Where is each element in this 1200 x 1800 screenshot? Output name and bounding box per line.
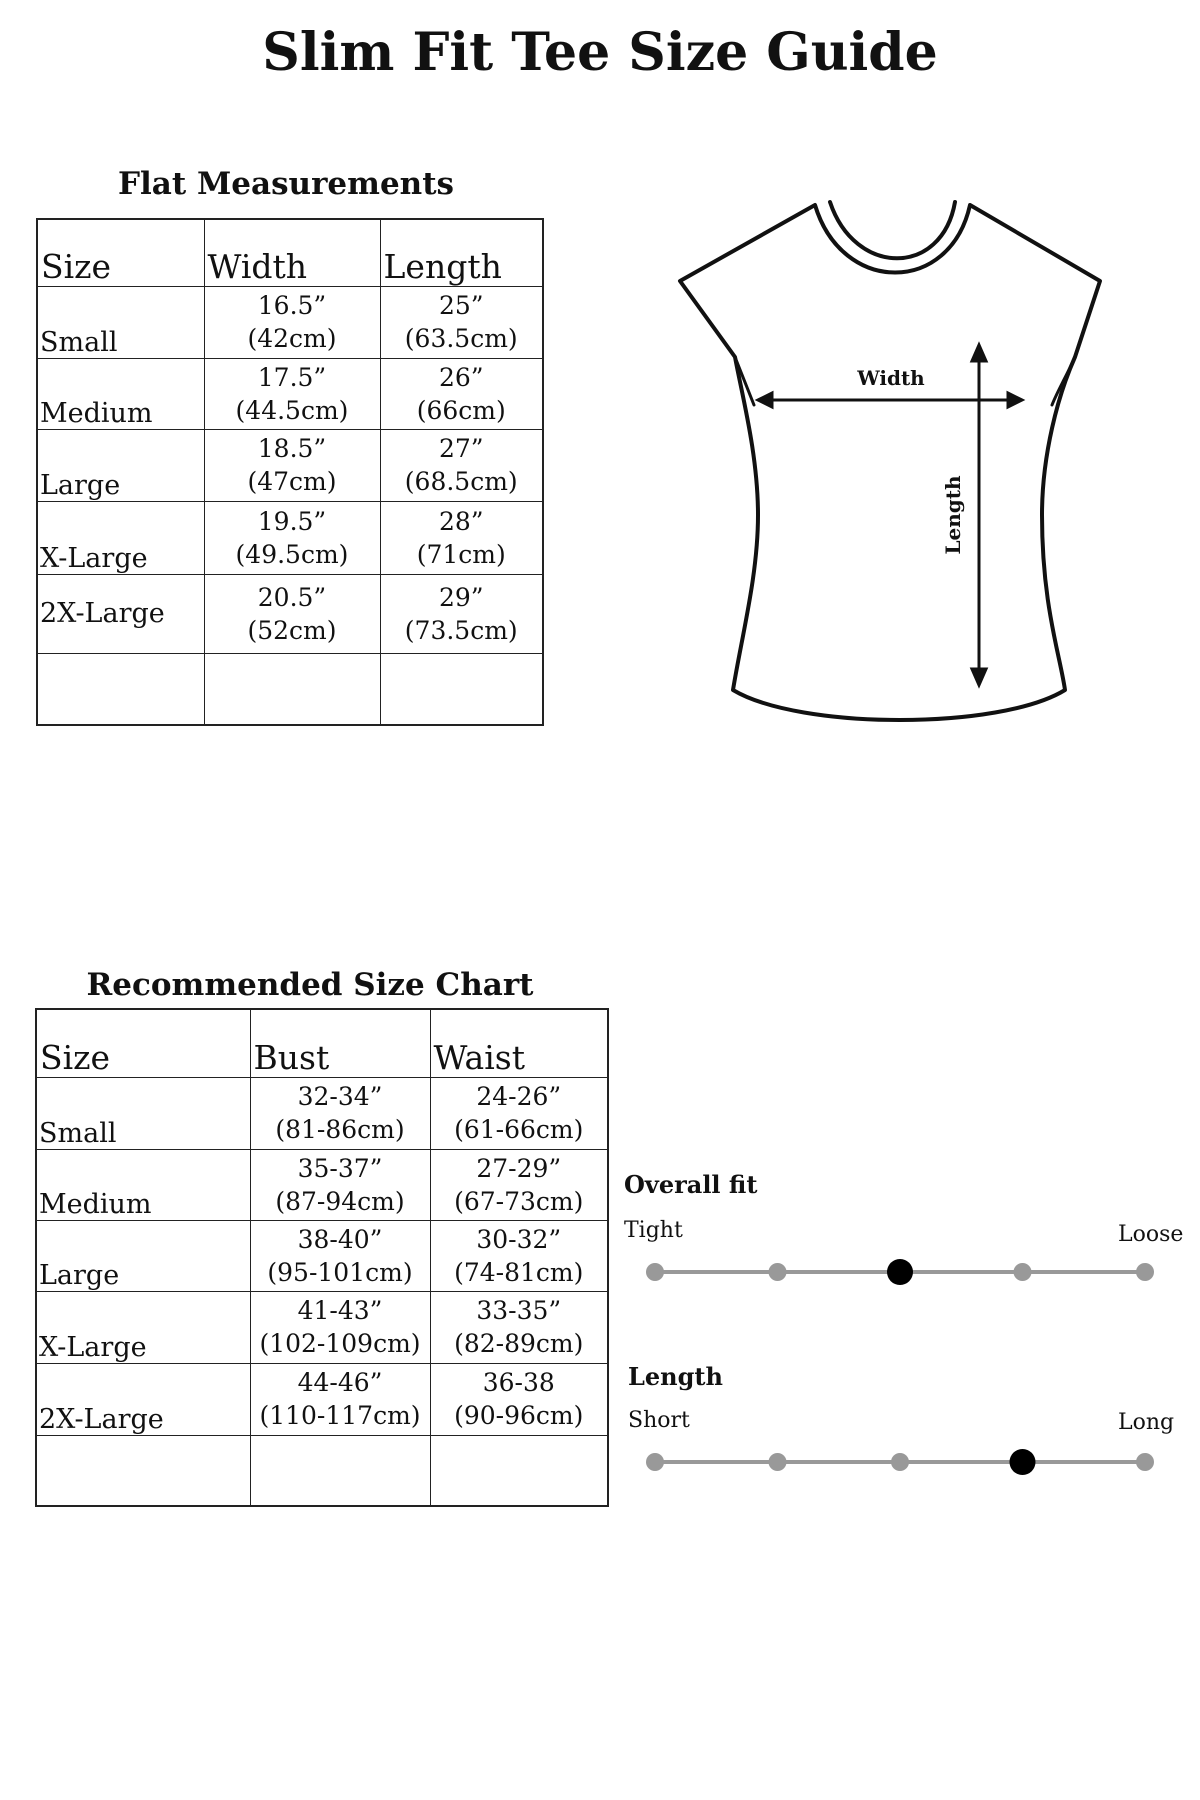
bust-value: 38-40” (95-101cm): [250, 1220, 430, 1291]
scale-marker: [646, 1263, 664, 1281]
length-fit-left-label: Short: [628, 1408, 690, 1433]
table-row-empty: [37, 653, 543, 725]
waist-value: 36-38 (90-96cm): [430, 1363, 608, 1435]
length-arrow-bottom-head: [972, 669, 986, 685]
bust-value: 32-34” (81-86cm): [250, 1077, 430, 1149]
tee-sleeve-seam-right: [1052, 357, 1075, 405]
waist-value: 24-26” (61-66cm): [430, 1077, 608, 1149]
page-title: Slim Fit Tee Size Guide: [262, 22, 938, 83]
size-label: X-Large: [37, 501, 204, 574]
length-value: 28” (71cm): [380, 501, 543, 574]
scale-marker: [1014, 1263, 1032, 1281]
bust-value: 35-37” (87-94cm): [250, 1149, 430, 1220]
scale-marker: [891, 1453, 909, 1471]
length-label: Length: [941, 475, 965, 555]
flat-measurements-table: [36, 218, 544, 726]
scale-marker: [769, 1453, 787, 1471]
size-label: 2X-Large: [36, 1363, 250, 1435]
table-row: [36, 1077, 608, 1149]
width-value: 17.5” (44.5cm): [204, 358, 380, 429]
col-header-bust: Bust: [250, 1009, 430, 1077]
col-header-size: Size: [36, 1009, 250, 1077]
scale-marker: [1136, 1263, 1154, 1281]
flat-measurements-title: Flat Measurements: [118, 166, 454, 202]
scale-marker: [1136, 1453, 1154, 1471]
table-row: [36, 1149, 608, 1220]
size-label: Large: [36, 1220, 250, 1291]
table-row: [36, 1363, 608, 1435]
table-row: [36, 1291, 608, 1363]
length-fit-title: Length: [628, 1362, 723, 1391]
width-value: 18.5” (47cm): [204, 429, 380, 501]
col-header-length: Length: [380, 219, 543, 286]
col-header-size: Size: [37, 219, 204, 286]
width-label: Width: [857, 366, 925, 390]
scale-marker-selected: [887, 1259, 913, 1285]
width-value: 19.5” (49.5cm): [204, 501, 380, 574]
table-header-row: [36, 1009, 608, 1077]
scale-marker: [769, 1263, 787, 1281]
size-label: Medium: [37, 358, 204, 429]
width-value: 16.5” (42cm): [204, 286, 380, 358]
overall-fit-scale: [640, 1252, 1160, 1292]
table-row: [36, 1220, 608, 1291]
size-label: Medium: [36, 1149, 250, 1220]
overall-fit-left-label: Tight: [624, 1218, 683, 1243]
table-row-empty: [36, 1435, 608, 1506]
length-fit-scale: [640, 1442, 1160, 1482]
width-value: 20.5” (52cm): [204, 574, 380, 653]
table-row: [37, 358, 543, 429]
size-label: X-Large: [36, 1291, 250, 1363]
size-label: Large: [37, 429, 204, 501]
length-fit-right-label: Long: [1118, 1410, 1175, 1435]
recommended-size-chart-title: Recommended Size Chart: [86, 967, 534, 1003]
width-arrow-left-head: [758, 393, 772, 407]
col-header-waist: Waist: [430, 1009, 608, 1077]
length-value: 25” (63.5cm): [380, 286, 543, 358]
length-arrow-top-head: [972, 345, 986, 361]
table-header-row: [37, 219, 543, 286]
overall-fit-title: Overall fit: [624, 1170, 758, 1199]
bust-value: 44-46” (110-117cm): [250, 1363, 430, 1435]
tee-diagram: [670, 195, 1120, 735]
col-header-width: Width: [204, 219, 380, 286]
table-row: [37, 501, 543, 574]
table-row: [37, 574, 543, 653]
width-arrow-right-head: [1008, 393, 1022, 407]
overall-fit-right-label: Loose: [1118, 1222, 1184, 1247]
waist-value: 33-35” (82-89cm): [430, 1291, 608, 1363]
tee-collar-inner: [830, 202, 955, 258]
length-value: 26” (66cm): [380, 358, 543, 429]
scale-marker-selected: [1010, 1449, 1036, 1475]
size-label: Small: [36, 1077, 250, 1149]
waist-value: 30-32” (74-81cm): [430, 1220, 608, 1291]
waist-value: 27-29” (67-73cm): [430, 1149, 608, 1220]
size-label: Small: [37, 286, 204, 358]
bust-value: 41-43” (102-109cm): [250, 1291, 430, 1363]
length-value: 29” (73.5cm): [380, 574, 543, 653]
table-row: [37, 286, 543, 358]
recommended-size-table: [35, 1008, 609, 1507]
size-label: 2X-Large: [37, 574, 204, 653]
tee-outline: [680, 205, 1100, 720]
scale-marker: [646, 1453, 664, 1471]
table-row: [37, 429, 543, 501]
length-value: 27” (68.5cm): [380, 429, 543, 501]
